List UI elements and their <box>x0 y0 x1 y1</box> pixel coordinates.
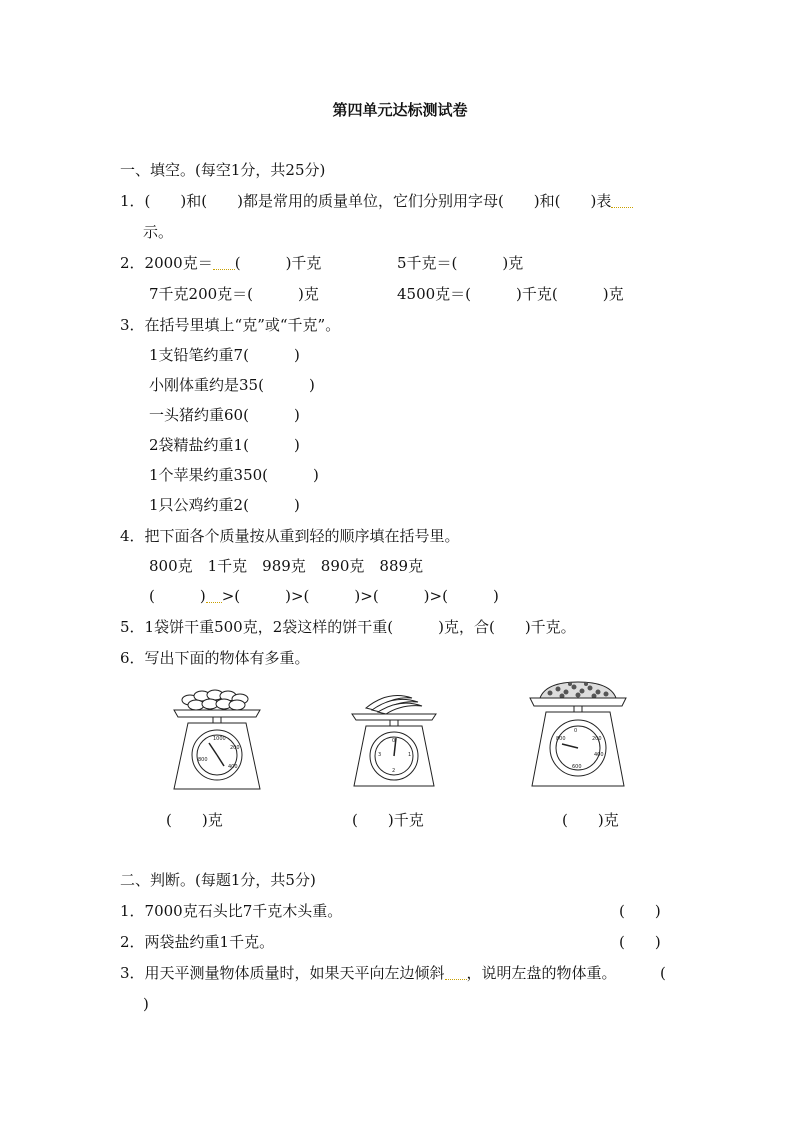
q6-caption-2: ( )千克 <box>352 811 424 829</box>
q1-line1 <box>120 191 633 211</box>
judge-item-3 <box>120 963 617 983</box>
svg-text:400: 400 <box>228 764 238 770</box>
q2-a <box>120 253 321 273</box>
q4-heading: 4．把下面各个质量按从重到轻的顺序填在括号里。 <box>120 527 460 545</box>
judge-item-2-blank: ( ) <box>619 933 661 951</box>
q4-blank-rest: >( )>( )>( )>( ) <box>221 587 499 605</box>
q3-item: 2袋精盐约重1( ) <box>149 436 300 454</box>
svg-text:600: 600 <box>572 764 582 770</box>
svg-text:800: 800 <box>556 736 566 742</box>
q6-caption-3: ( )克 <box>562 811 619 829</box>
q4-blank-first: ( ) <box>149 587 206 605</box>
svg-text:3: 3 <box>378 752 382 758</box>
judge-item-3-blank-close: ) <box>143 995 149 1013</box>
q3-heading: 3．在括号里填上“克”或“千克”。 <box>120 316 341 334</box>
q2-b: 5千克＝( )克 <box>397 254 524 272</box>
judge-item-3-text: 3．用天平测量物体质量时，如果天平向左边倾斜 <box>120 964 445 982</box>
svg-text:200: 200 <box>592 736 602 742</box>
svg-text:2: 2 <box>392 768 396 774</box>
q3-item: 1个苹果约重350( ) <box>149 466 319 484</box>
q5: 5．1袋饼干重500克，2袋这样的饼干重( )克，合( )千克。 <box>120 618 576 636</box>
judge-item-2: 2．两袋盐约重1千克。 <box>120 933 275 951</box>
page-title: 第四单元达标测试卷 <box>332 101 468 119</box>
svg-text:400: 400 <box>594 752 604 758</box>
mark-underline <box>213 259 235 270</box>
svg-text:200: 200 <box>230 745 240 751</box>
q3-item: 1只公鸡约重2( ) <box>149 496 300 514</box>
q2-a-text: 2．2000克＝ <box>120 254 213 272</box>
q2-a-blank: ( )千克 <box>234 254 322 272</box>
q2-d: 4500克＝( )千克( )克 <box>397 285 624 303</box>
mark-underline <box>611 197 633 208</box>
q2-c: 7千克200克＝( )克 <box>149 285 319 303</box>
q6-caption-1: ( )克 <box>166 811 223 829</box>
judge-item-1: 1．7000克石头比7千克木头重。 <box>120 902 343 920</box>
mark-underline <box>445 969 467 980</box>
q6-heading: 6．写出下面的物体有多重。 <box>120 649 310 667</box>
judge-item-1-blank: ( ) <box>619 902 661 920</box>
judge-item-3-text2: ，说明左盘的物体重。 <box>466 964 617 982</box>
svg-text:1000: 1000 <box>213 736 226 742</box>
q1-text: 1．( )和( )都是常用的质量单位，它们分别用字母( )和( )表 <box>120 192 612 210</box>
section2-heading: 二、判断。(每题1分，共5分) <box>120 871 316 889</box>
q4-blanks <box>149 586 499 606</box>
q4-values: 800克 1千克 989克 890克 889克 <box>149 557 424 575</box>
q3-item: 1支铅笔约重7( ) <box>149 346 300 364</box>
judge-item-3-blank: ( <box>660 964 666 982</box>
svg-text:800: 800 <box>198 757 208 763</box>
mark-underline <box>206 592 222 603</box>
svg-text:0: 0 <box>574 728 578 734</box>
q3-item: 小刚体重约是35( ) <box>149 376 315 394</box>
section1-heading: 一、填空。(每空1分，共25分) <box>120 161 326 179</box>
q1-line2: 示。 <box>143 223 174 241</box>
svg-text:0: 0 <box>392 738 396 744</box>
banana-scale-picture <box>348 686 440 790</box>
svg-text:1: 1 <box>408 752 412 758</box>
peanut-scale-picture <box>526 678 630 790</box>
egg-scale-picture <box>168 683 268 793</box>
q3-item: 一头猪约重60( ) <box>149 406 300 424</box>
